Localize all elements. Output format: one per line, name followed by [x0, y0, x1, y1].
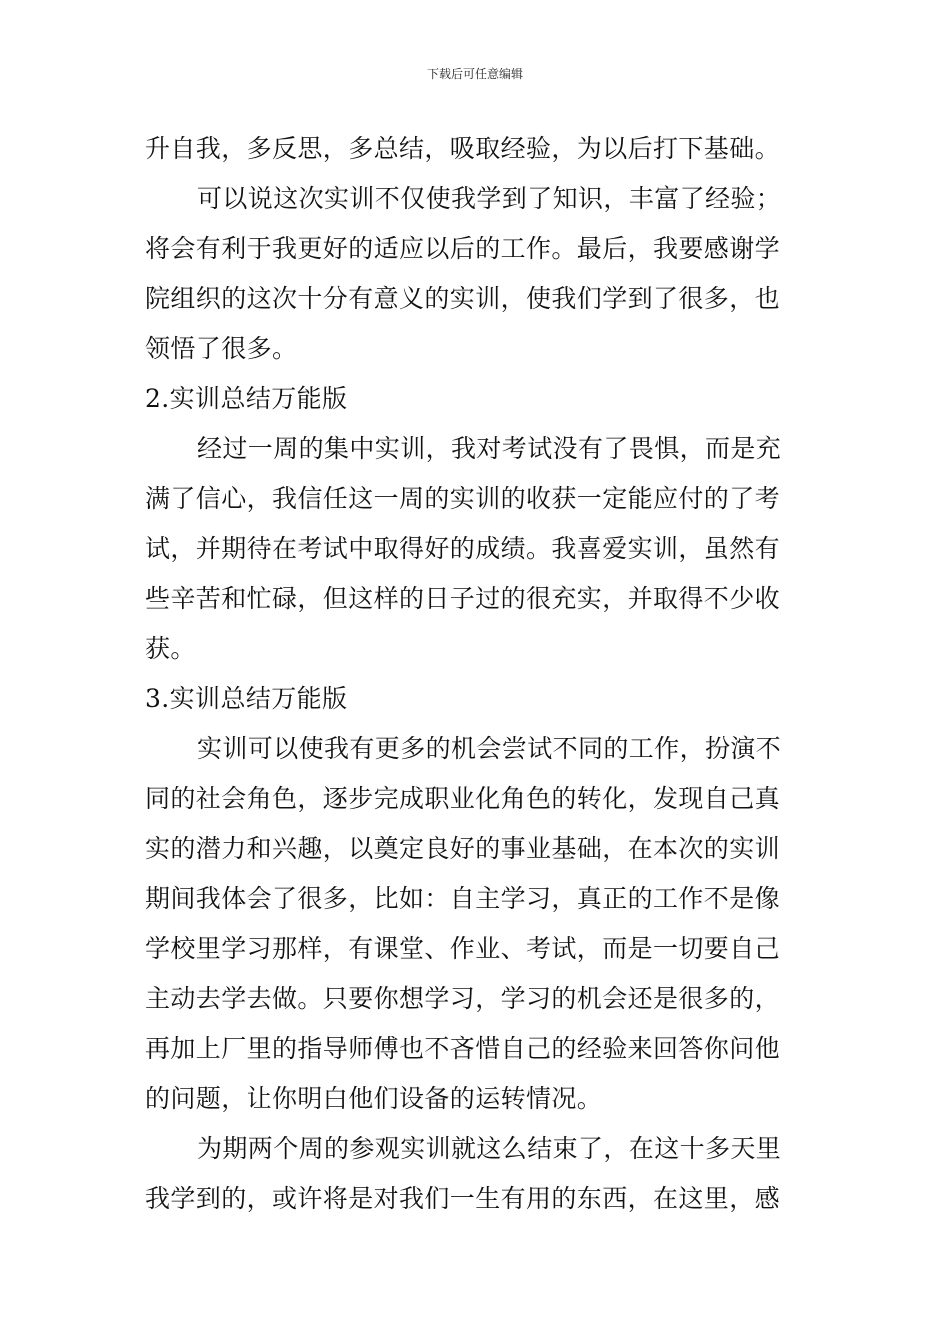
text-line: 再加上厂里的指导师傅也不吝惜自己的经验来回答你问他: [145, 1034, 781, 1063]
page-header: 下载后可任意编辑: [426, 67, 523, 81]
section-heading: 3.实训总结万能版: [145, 684, 348, 713]
text-line: 试，并期待在考试中取得好的成绩。我喜爱实训，虽然有: [145, 534, 781, 563]
text-line: 实的潜力和兴趣，以奠定良好的事业基础，在本次的实训: [145, 834, 781, 863]
section-heading: 2.实训总结万能版: [145, 384, 348, 413]
text-line: 将会有利于我更好的适应以后的工作。最后，我要感谢学: [145, 234, 781, 263]
text-line: 些辛苦和忙碌，但这样的日子过的很充实，并取得不少收: [145, 584, 781, 613]
paragraph-start-line: 经过一周的集中实训，我对考试没有了畏惧，而是充: [197, 434, 782, 463]
paragraph-start-line: 为期两个周的参观实训就这么结束了，在这十多天里: [197, 1134, 782, 1163]
text-line: 升自我，多反思，多总结，吸取经验，为以后打下基础。: [145, 134, 781, 163]
text-line: 满了信心，我信任这一周的实训的收获一定能应付的了考: [145, 484, 781, 513]
text-line: 领悟了很多。: [145, 334, 298, 363]
document-body: [145, 124, 807, 1224]
text-line: 学校里学习那样，有课堂、作业、考试，而是一切要自己: [145, 934, 781, 963]
text-line: 获。: [145, 634, 196, 663]
text-line: 我学到的，或许将是对我们一生有用的东西，在这里，感: [145, 1184, 781, 1213]
paragraph-start-line: 可以说这次实训不仅使我学到了知识，丰富了经验；: [197, 184, 782, 213]
text-line: 的问题，让你明白他们设备的运转情况。: [145, 1084, 603, 1113]
paragraph-start-line: 实训可以使我有更多的机会尝试不同的工作，扮演不: [197, 734, 782, 763]
text-line: 院组织的这次十分有意义的实训，使我们学到了很多，也: [145, 284, 781, 313]
text-line: 主动去学去做。只要你想学习，学习的机会还是很多的，: [145, 984, 781, 1013]
text-line: 期间我体会了很多，比如：自主学习，真正的工作不是像: [145, 884, 781, 913]
text-line: 同的社会角色，逐步完成职业化角色的转化，发现自己真: [145, 784, 781, 813]
